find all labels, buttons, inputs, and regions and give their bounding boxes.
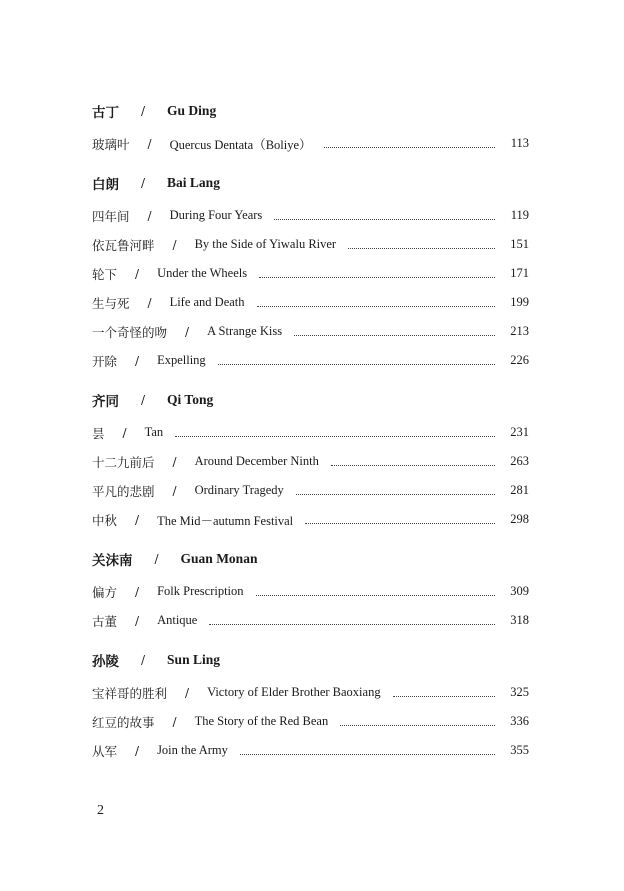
entry-title-zh: 偏方 — [92, 584, 118, 600]
entry-title-zh: 古董 — [92, 613, 118, 629]
author-name-zh: 孙陵 — [92, 654, 119, 670]
author-name-en: Bai Lang — [167, 175, 220, 190]
entry-title-en: During Four Years — [169, 208, 263, 222]
entry-title-en: Victory of Elder Brother Baoxiang — [207, 685, 381, 699]
separator-slash: / — [147, 295, 152, 310]
author-heading — [92, 172, 529, 194]
separator-slash: / — [172, 483, 177, 498]
entry-title-en: By the Side of Yiwalu River — [194, 237, 337, 251]
separator-slash: / — [141, 393, 146, 407]
separator-slash: / — [141, 653, 146, 667]
entry-title-zh: 平凡的悲剧 — [92, 483, 155, 499]
separator-slash: / — [147, 136, 152, 151]
separator-slash: / — [185, 324, 190, 339]
entry-page-number: 226 — [510, 353, 529, 367]
dot-leader — [393, 695, 495, 697]
entry-title-en: Folk Prescription — [157, 584, 244, 598]
separator-slash: / — [135, 613, 140, 628]
entry-page-number: 263 — [510, 454, 529, 468]
toc-entry[interactable] — [92, 288, 529, 317]
entry-title-en: Under the Wheels — [157, 266, 248, 280]
toc-entry[interactable] — [92, 201, 529, 230]
dot-leader — [331, 464, 495, 466]
dot-leader — [305, 522, 495, 524]
entry-title-en: Expelling — [157, 353, 206, 367]
author-heading — [92, 548, 529, 570]
entry-page-number: 171 — [510, 266, 529, 280]
toc-entry[interactable] — [92, 678, 529, 707]
page-number: 2 — [97, 803, 104, 818]
toc-entry[interactable] — [92, 606, 529, 635]
toc-entry[interactable] — [92, 230, 529, 259]
entry-page-number: 151 — [510, 237, 529, 251]
dot-leader — [348, 247, 495, 249]
separator-slash: / — [135, 743, 140, 758]
entry-title-zh: 一个奇怪的吻 — [92, 324, 168, 340]
entry-page-number: 298 — [510, 512, 529, 526]
toc-entry[interactable] — [92, 129, 529, 158]
dot-leader — [175, 435, 495, 437]
separator-slash: / — [172, 454, 177, 469]
separator-slash: / — [172, 714, 177, 729]
entry-title-zh: 中秋 — [92, 512, 118, 528]
dot-leader — [209, 623, 495, 625]
dot-leader — [294, 334, 495, 336]
separator-slash: / — [135, 266, 140, 281]
entry-page-number: 281 — [510, 483, 529, 497]
author-name-en: Gu Ding — [167, 103, 217, 118]
separator-slash: / — [135, 512, 140, 527]
dot-leader — [296, 493, 495, 495]
toc-entry[interactable] — [92, 707, 529, 736]
dot-leader — [256, 594, 495, 596]
toc-section — [92, 649, 529, 765]
entry-title-en: Life and Death — [169, 295, 245, 309]
author-heading — [92, 649, 529, 671]
entry-title-zh: 开除 — [92, 353, 118, 369]
separator-slash: / — [147, 208, 152, 223]
entry-title-en: The Story of the Red Bean — [194, 714, 329, 728]
entry-page-number: 231 — [510, 425, 529, 439]
entry-page-number: 309 — [510, 584, 529, 598]
separator-slash: / — [141, 104, 146, 118]
entry-title-zh: 四年间 — [92, 208, 130, 224]
author-heading — [92, 100, 529, 122]
table-of-contents — [92, 100, 529, 779]
toc-section — [92, 172, 529, 375]
separator-slash: / — [185, 685, 190, 700]
entry-page-number: 213 — [510, 324, 529, 338]
separator-slash: / — [172, 237, 177, 252]
entry-page-number: 325 — [510, 685, 529, 699]
author-name-en: Guan Monan — [180, 551, 258, 566]
toc-section — [92, 548, 529, 635]
entry-page-number: 355 — [510, 743, 529, 757]
entry-page-number: 336 — [510, 714, 529, 728]
author-name-zh: 齐同 — [92, 394, 119, 410]
separator-slash: / — [141, 176, 146, 190]
author-name-zh: 白朗 — [92, 177, 119, 193]
entry-title-zh: 轮下 — [92, 266, 118, 282]
entry-title-zh: 昙 — [92, 425, 105, 441]
entry-title-zh: 依瓦鲁河畔 — [92, 237, 155, 253]
author-name-en: Qi Tong — [167, 392, 214, 407]
separator-slash: / — [122, 425, 127, 440]
entry-title-zh: 红豆的故事 — [92, 714, 155, 730]
toc-entry[interactable] — [92, 346, 529, 375]
toc-entry[interactable] — [92, 447, 529, 476]
toc-entry[interactable] — [92, 736, 529, 765]
entry-title-en: The Mid－autumn Festival — [157, 513, 294, 528]
entry-page-number: 199 — [510, 295, 529, 309]
toc-entry[interactable] — [92, 476, 529, 505]
toc-section — [92, 389, 529, 534]
author-name-en: Sun Ling — [167, 652, 220, 667]
dot-leader — [257, 305, 495, 307]
entry-title-zh: 生与死 — [92, 295, 130, 311]
toc-entry[interactable] — [92, 505, 529, 534]
toc-entry[interactable] — [92, 259, 529, 288]
toc-entry[interactable] — [92, 317, 529, 346]
entry-title-en: Tan — [144, 425, 164, 439]
separator-slash: / — [135, 584, 140, 599]
entry-title-zh: 十二九前后 — [92, 454, 155, 470]
entry-page-number: 119 — [510, 208, 529, 222]
entry-title-zh: 从军 — [92, 743, 118, 759]
toc-entry[interactable] — [92, 577, 529, 606]
entry-title-en: Around December Ninth — [194, 454, 319, 468]
entry-title-en: Join the Army — [157, 743, 228, 757]
dot-leader — [259, 276, 495, 278]
dot-leader — [274, 218, 495, 220]
author-heading — [92, 389, 529, 411]
toc-section — [92, 100, 529, 158]
entry-title-zh: 玻璃叶 — [92, 136, 130, 152]
separator-slash: / — [135, 353, 140, 368]
dot-leader — [324, 146, 495, 148]
author-name-zh: 古丁 — [92, 105, 119, 121]
entry-page-number: 113 — [510, 136, 529, 150]
entry-title-en: Antique — [157, 613, 198, 627]
entry-title-en: Ordinary Tragedy — [194, 483, 284, 497]
dot-leader — [240, 753, 495, 755]
entry-title-zh: 宝祥哥的胜利 — [92, 685, 168, 701]
dot-leader — [340, 724, 495, 726]
separator-slash: / — [154, 552, 159, 566]
entry-title-en: A Strange Kiss — [207, 324, 283, 338]
toc-entry[interactable] — [92, 418, 529, 447]
entry-page-number: 318 — [510, 613, 529, 627]
entry-title-en: Quercus Dentata（Boliye） — [169, 137, 312, 152]
author-name-zh: 关沫南 — [92, 553, 133, 569]
dot-leader — [218, 363, 495, 365]
